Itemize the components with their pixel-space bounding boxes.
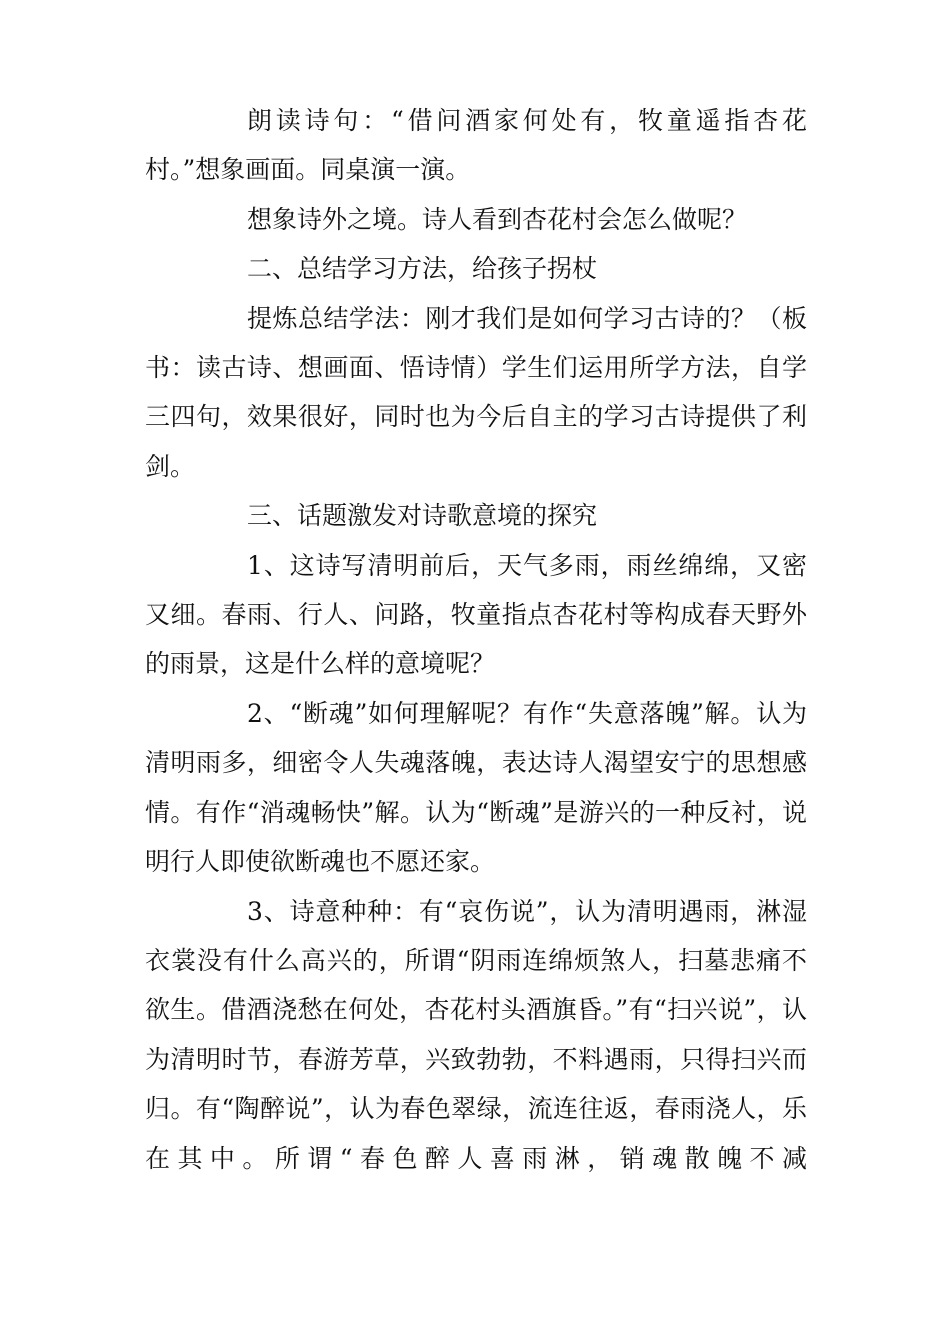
document-body — [145, 96, 807, 1183]
section-heading-explore: 三、话题激发对诗歌意境的探究 — [247, 501, 598, 531]
paragraph-item-2: 2、“断魂”如何理解呢？有作“失意落魄”解。认为清明雨多，细密令人失魂落魄，表达诗人渴望安宁的思想感情。有作“消魂畅快”解。认为“断魂”是游兴的一种反衬，说明行人即使欲断魂也不愿还家。 — [145, 698, 807, 877]
paragraph-summarize-method: 提炼总结学法：刚才我们是如何学习古诗的？（板书：读古诗、想画面、悟诗情）学生们运用所学方法，自学三四句，效果很好，同时也为今后自主的学习古诗提供了利剑。 — [145, 303, 807, 481]
section-heading-methods: 二、总结学习方法，给孩子拐杖 — [247, 254, 598, 284]
paragraph-reading-lines: 朗读诗句：“借问酒家何处有，牧童遥指杏花村。”想象画面。同桌演一演。 — [145, 106, 807, 185]
paragraph-item-3: 3、诗意种种：有“哀伤说”，认为清明遇雨，淋湿衣裳没有什么高兴的，所谓“阴雨连绵烦煞人，扫墓悲痛不欲生。借酒浇愁在何处，杏花村头酒旗昏。”有“扫兴说”，认为清明时节，春游芳草，兴致勃勃，不料遇雨，只得扫兴而归。有“陶醉说”，认为春色翠绿，流连往返，春雨浇人，乐在其中。所谓“春色醉人喜雨淋，销魂散魄不减 — [145, 896, 807, 1173]
paragraph-imagine-beyond: 想象诗外之境。诗人看到杏花村会怎么做呢？ — [247, 204, 748, 234]
paragraph-item-1: 1、这诗写清明前后，天气多雨，雨丝绵绵，又密又细。春雨、行人、问路，牧童指点杏花村等构成春天野外的雨景，这是什么样的意境呢？ — [145, 550, 807, 679]
